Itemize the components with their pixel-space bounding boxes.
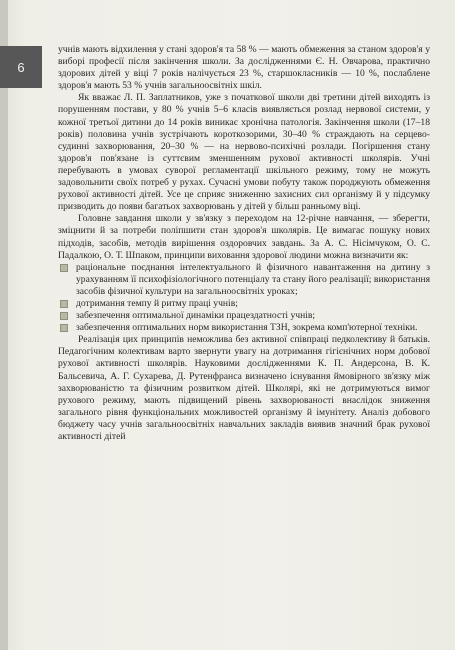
square-bullet-icon — [60, 312, 68, 320]
list-item-text: раціональне поєднання інтелектуального й фізичного навантаження на дитину з урахуванням її психофізіологічного потенціалу та стану його реалізації; використання засобів фізичної культури на загальноосвітніх уроках; — [76, 261, 430, 297]
page-edge — [0, 0, 8, 650]
square-bullet-icon — [60, 264, 68, 272]
body-text — [58, 44, 430, 443]
paragraph: Головне завдання школи у зв'язку з переходом на 12-річне навчання, — зберегти, зміцнити й за потреби поліпшити стан здоров'я школярів. Це вимагає пошуку нових підходів, засобів, методів вирішення оздоровчих завдань. За А. С. Нісімчуком, О. С. Падалкою, О. Т. Шпаком, принципи виховання здорової людини можна визначити як: — [58, 213, 430, 261]
list-item-text: забезпечення оптимальної динаміки працездатності учнів; — [76, 310, 316, 322]
principles-list — [58, 262, 430, 335]
list-item-text: дотримання темпу й ритму праці учнів; — [76, 297, 238, 309]
page-number: 6 — [17, 59, 25, 75]
paragraph: Як вважає Л. П. Заплатников, уже з початкової школи дві третини дітей виходять із порушенням постави, у 80 % учнів 5–6 класів виявляється розлад нервової системи, у кожної третьої дитини до 14 років виникає хронічна патологія. Закінчення школи (17–18 років) половина учнів зустрічають короткозорими, 30–40 % страждають на серцево-судинні захворювання, 20–30 % — на нервово-психічні розлади. Погіршення стану здоров'я пов'язане із суттєвим зменшенням рухової активності школярів. Учні перебувають в умовах суворої регламентації шкільного режиму, тому не можуть задовольнити своїх потреб у рухах. Сучасні умови побуту також породжують обмеження рухової активності дітей. Усе це сприяє зниженню захисних сил організму й у підсумку призводить до появи багатьох захворювань у дітей у більш ранньому віці. — [58, 92, 430, 213]
list-item — [58, 322, 430, 334]
list-item — [58, 298, 430, 310]
list-item — [58, 262, 430, 298]
list-item — [58, 310, 430, 322]
page-number-tab — [0, 46, 42, 88]
paragraph: Реалізація цих принципів неможлива без активної співпраці педколективу й батьків. Педагогічним колективам варто звернути увагу на дотримання гігієнічних норм добової рухової активності школярів. Науковими дослідженнями К. П. Андерсона, В. К. Бальсевича, А. Г. Сухарева, Д. Рутенфранса визначено існування ймовірного зв'язку між захворюваністю та фізичним розвитком дітей. Школярі, які не дотримуються вимог рухового режиму, мають підвищений рівень захворюваності внаслідок зниження загального рівня функціональних можливостей організму й імунітету. Аналіз добового бюджету часу учнів загальноосвітніх навчальних закладів виявив значний брак рухової активності дітей — [58, 334, 430, 442]
list-item-text: забезпечення оптимальних норм використання ТЗН, зокрема комп'ютерної техніки. — [76, 322, 418, 334]
square-bullet-icon — [60, 324, 68, 332]
square-bullet-icon — [60, 300, 68, 308]
paragraph: учнів мають відхилення у стані здоров'я та 58 % — мають обмеження за станом здоров'я у виборі професії після закінчення школи. За дослідженнями Є. Н. Овчарова, практично здорових дітей у віці 7 років налічується 23 %, старшокласників — 10 %, послаблене здоров'я мають 53 % учнів загальноосвітніх шкіл. — [58, 44, 430, 92]
